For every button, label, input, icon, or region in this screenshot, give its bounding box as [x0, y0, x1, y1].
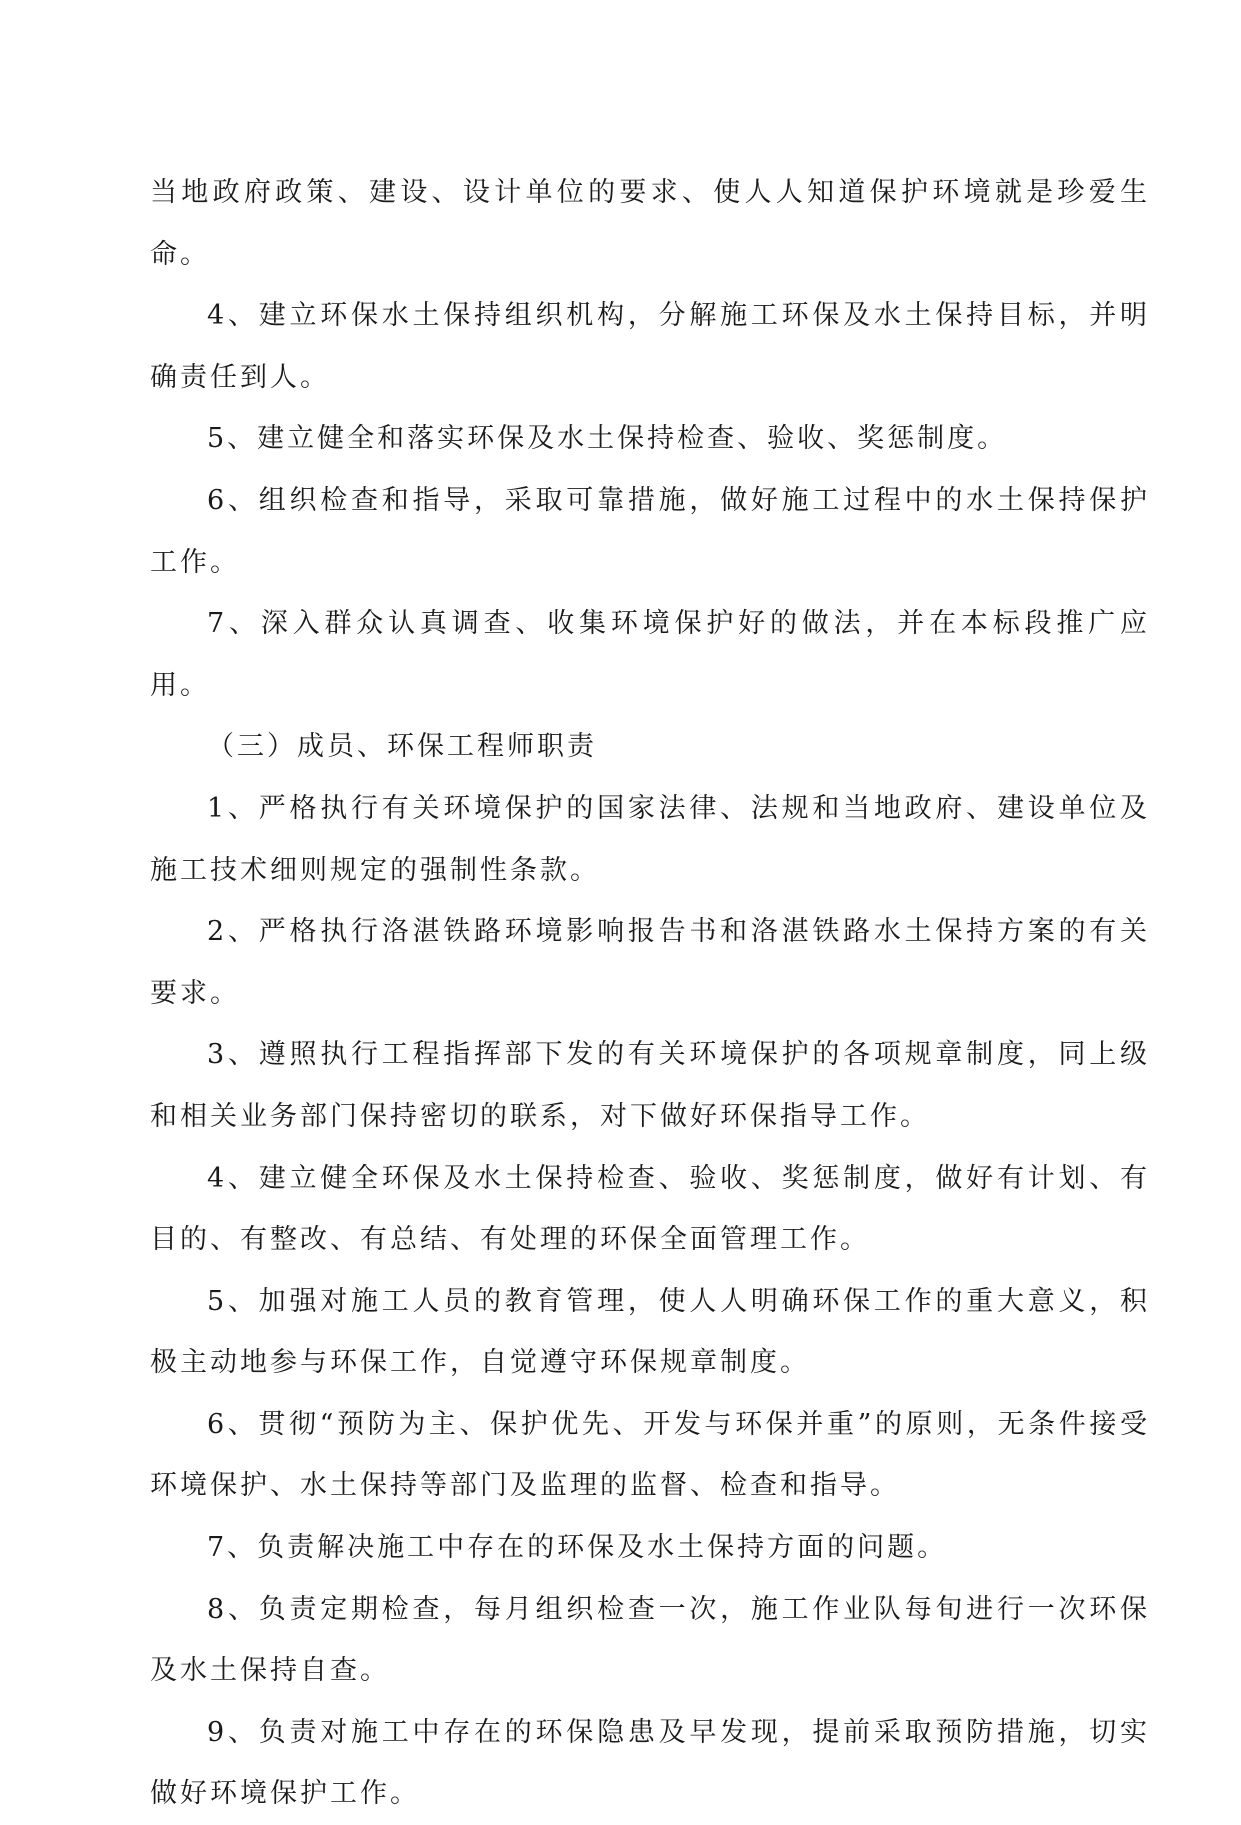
paragraph: 6、贯彻“预防为主、保护优先、开发与环保并重”的原则，无条件接受环境保护、水土保持等部门及监理的监督、检查和指导。 [150, 1408, 1150, 1502]
paragraph: 5、加强对施工人员的教育管理，使人人明确环保工作的重大意义，积极主动地参与环保工作，自觉遵守环保规章制度。 [150, 1285, 1150, 1379]
paragraph: 1、严格执行有关环境保护的国家法律、法规和当地政府、建设单位及施工技术细则规定的强制性条款。 [150, 792, 1150, 886]
paragraph: 7、深入群众认真调查、收集环境保护好的做法，并在本标段推广应用。 [150, 608, 1150, 701]
paragraph: 3、遵照执行工程指挥部下发的有关环境保护的各项规章制度，同上级和相关业务部门保持密切的联系，对下做好环保指导工作。 [150, 1039, 1150, 1132]
paragraph: 4、建立环保水土保持组织机构，分解施工环保及水土保持目标，并明确责任到人。 [150, 300, 1150, 393]
paragraph: 4、建立健全环保及水土保持检查、验收、奖惩制度，做好有计划、有目的、有整改、有总结、有处理的环保全面管理工作。 [150, 1162, 1150, 1256]
paragraph: 9、负责对施工中存在的环保隐患及早发现，提前采取预防措施，切实做好环境保护工作。 [150, 1716, 1150, 1810]
paragraph: 5、建立健全和落实环保及水土保持检查、验收、奖惩制度。 [207, 423, 1008, 455]
paragraph: 当地政府政策、建设、设计单位的要求、使人人知道保护环境就是珍爱生命。 [150, 177, 1150, 270]
paragraph: 2、严格执行洛湛铁路环境影响报告书和洛湛铁路水土保持方案的有关要求。 [150, 916, 1150, 1009]
paragraph: 8、负责定期检查，每月组织检查一次，施工作业队每旬进行一次环保及水土保持自查。 [150, 1593, 1150, 1687]
paragraph: 6、组织检查和指导，采取可靠措施，做好施工过程中的水土保持保护工作。 [150, 484, 1150, 578]
document-body [150, 162, 1150, 1825]
section-heading: （三）成员、环保工程师职责 [207, 731, 597, 763]
paragraph: 7、负责解决施工中存在的环保及水土保持方面的问题。 [207, 1532, 948, 1564]
